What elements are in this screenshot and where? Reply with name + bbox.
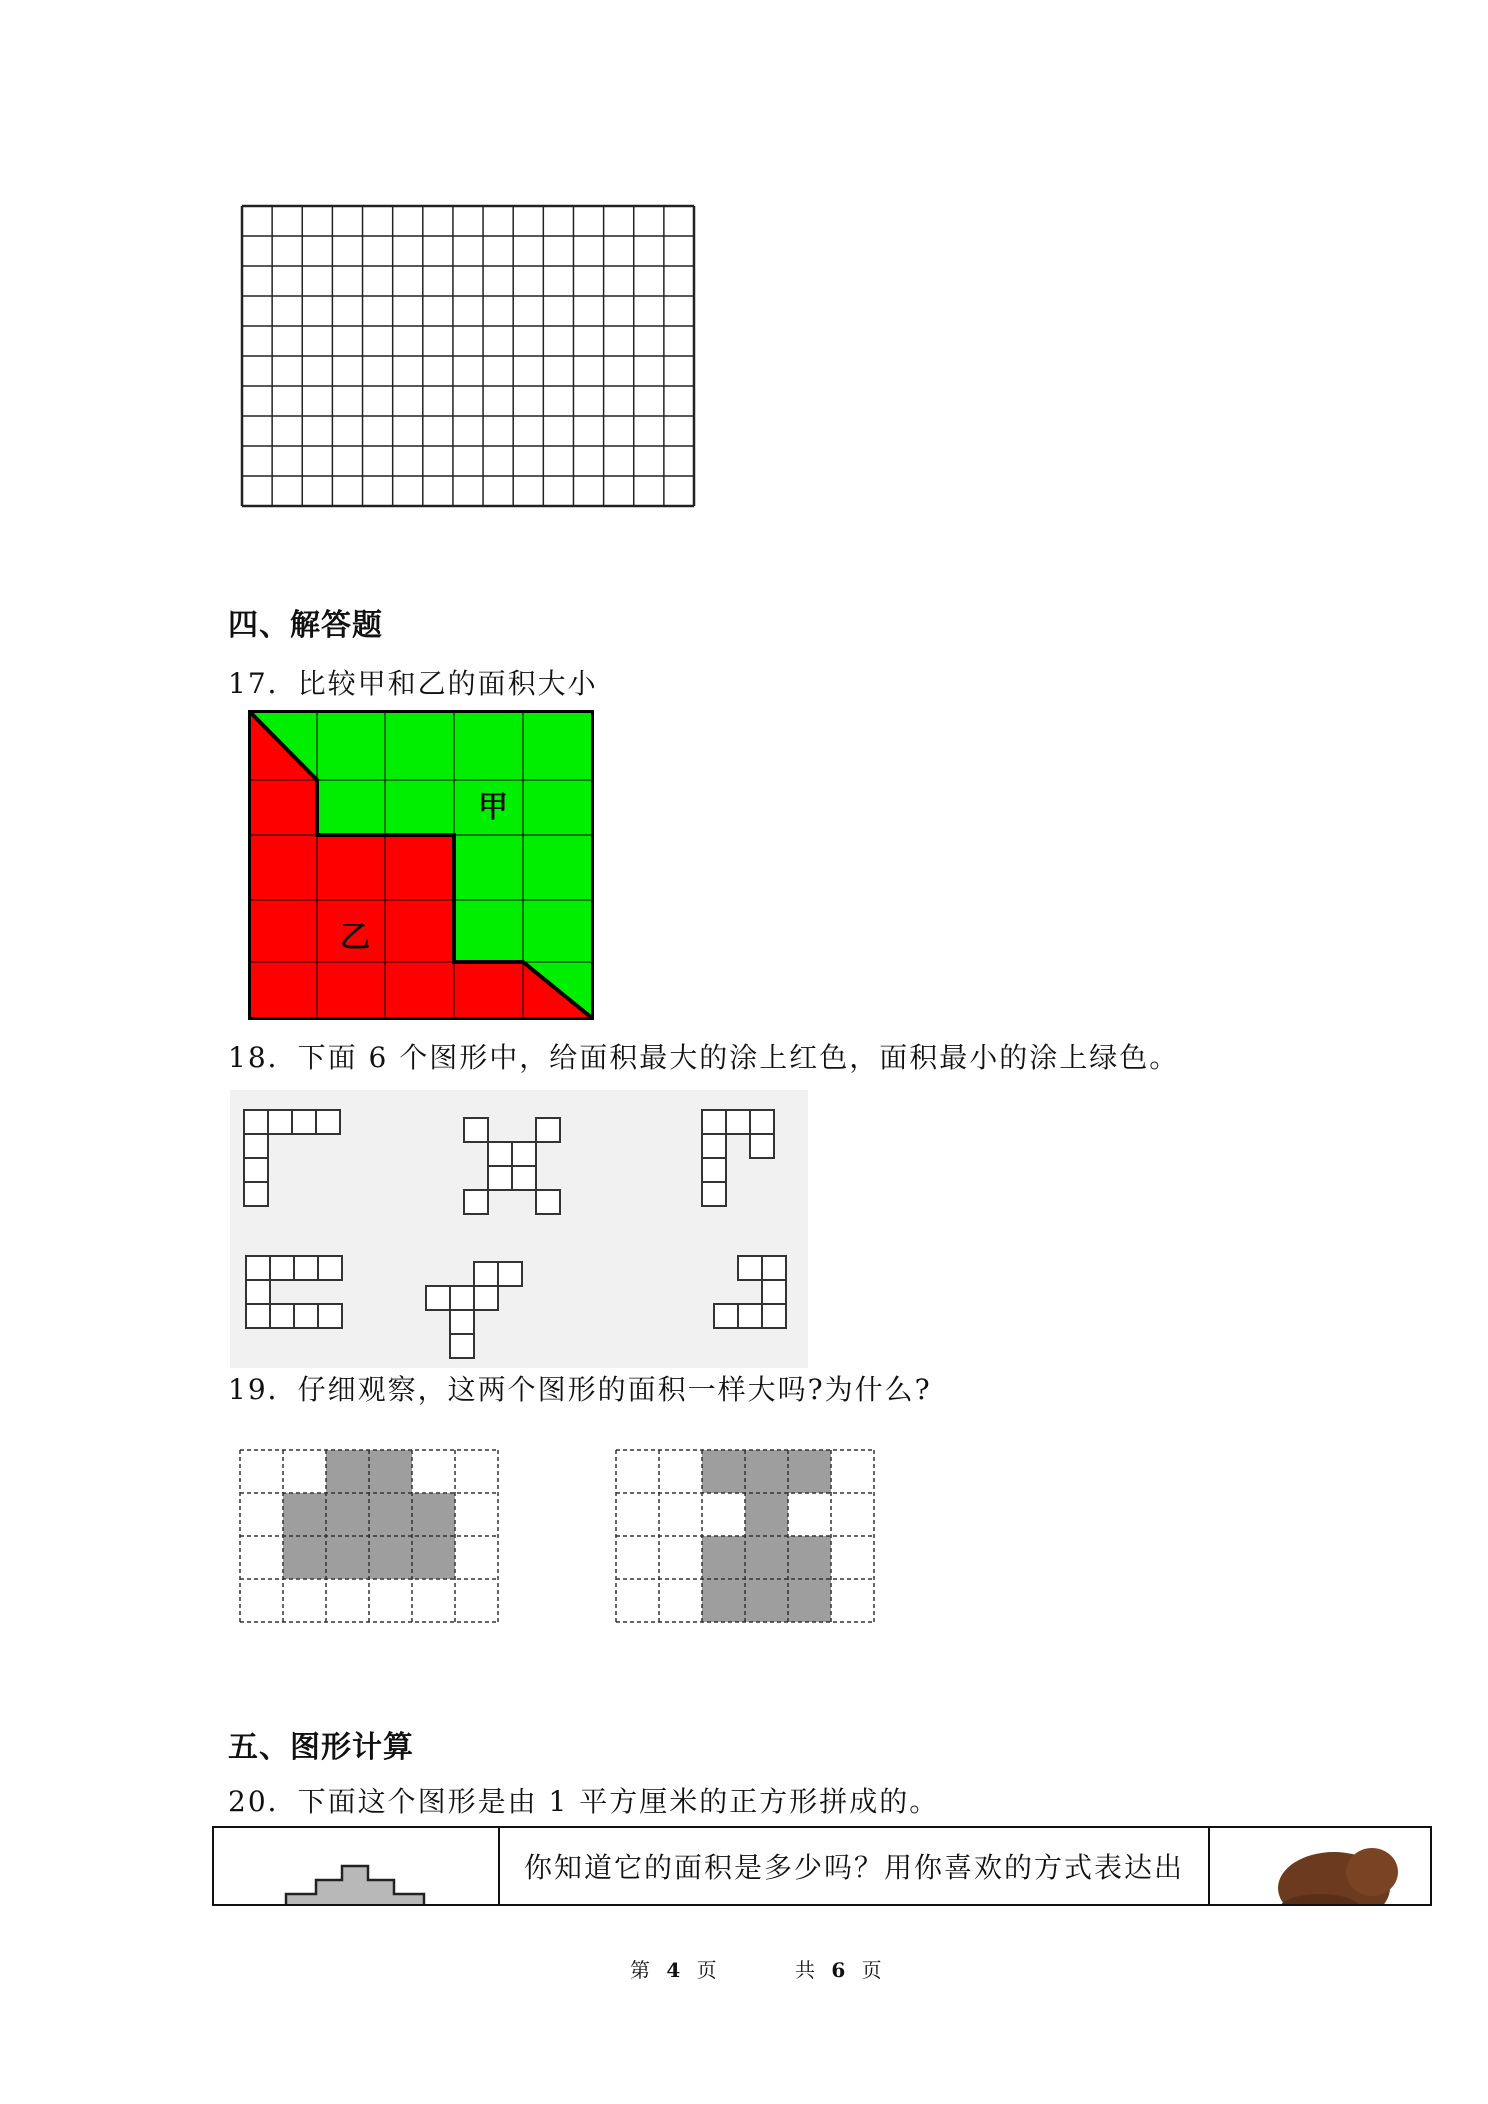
question-17: 17．比较甲和乙的面积大小 bbox=[228, 667, 598, 700]
section-heading-4: 四、解答题 bbox=[228, 608, 383, 643]
section-heading-5: 五、图形计算 bbox=[228, 1730, 414, 1765]
blank-grid bbox=[240, 204, 696, 508]
question-20: 20．下面这个图形是由 1 平方厘米的正方形拼成的。 bbox=[228, 1785, 940, 1818]
q20-prompt: 你知道它的面积是多少吗？用你喜欢的方式表达出 bbox=[524, 1851, 1185, 1884]
dotted-grid-right bbox=[614, 1448, 882, 1628]
page-footer: 第 4 页 共 6 页 bbox=[630, 1958, 882, 1982]
q20-shape-cell bbox=[214, 1828, 500, 1904]
dotted-grid-left bbox=[238, 1448, 506, 1628]
label-yi: 乙 bbox=[340, 920, 370, 955]
six-shapes-figure bbox=[230, 1090, 808, 1368]
q20-character-cell bbox=[1210, 1828, 1430, 1904]
q20-table bbox=[212, 1826, 1432, 1906]
question-19: 19．仔细观察，这两个图形的面积一样大吗?为什么? bbox=[228, 1373, 932, 1406]
q20-prompt-cell bbox=[500, 1828, 1210, 1904]
area-compare-figure bbox=[248, 710, 594, 1020]
stepped-shape bbox=[286, 1866, 424, 1904]
page-number: 4 bbox=[666, 1958, 681, 1982]
label-jia: 甲 bbox=[478, 790, 508, 825]
question-18: 18．下面 6 个图形中，给面积最大的涂上红色，面积最小的涂上绿色。 bbox=[228, 1041, 1180, 1074]
total-pages: 6 bbox=[831, 1958, 846, 1982]
